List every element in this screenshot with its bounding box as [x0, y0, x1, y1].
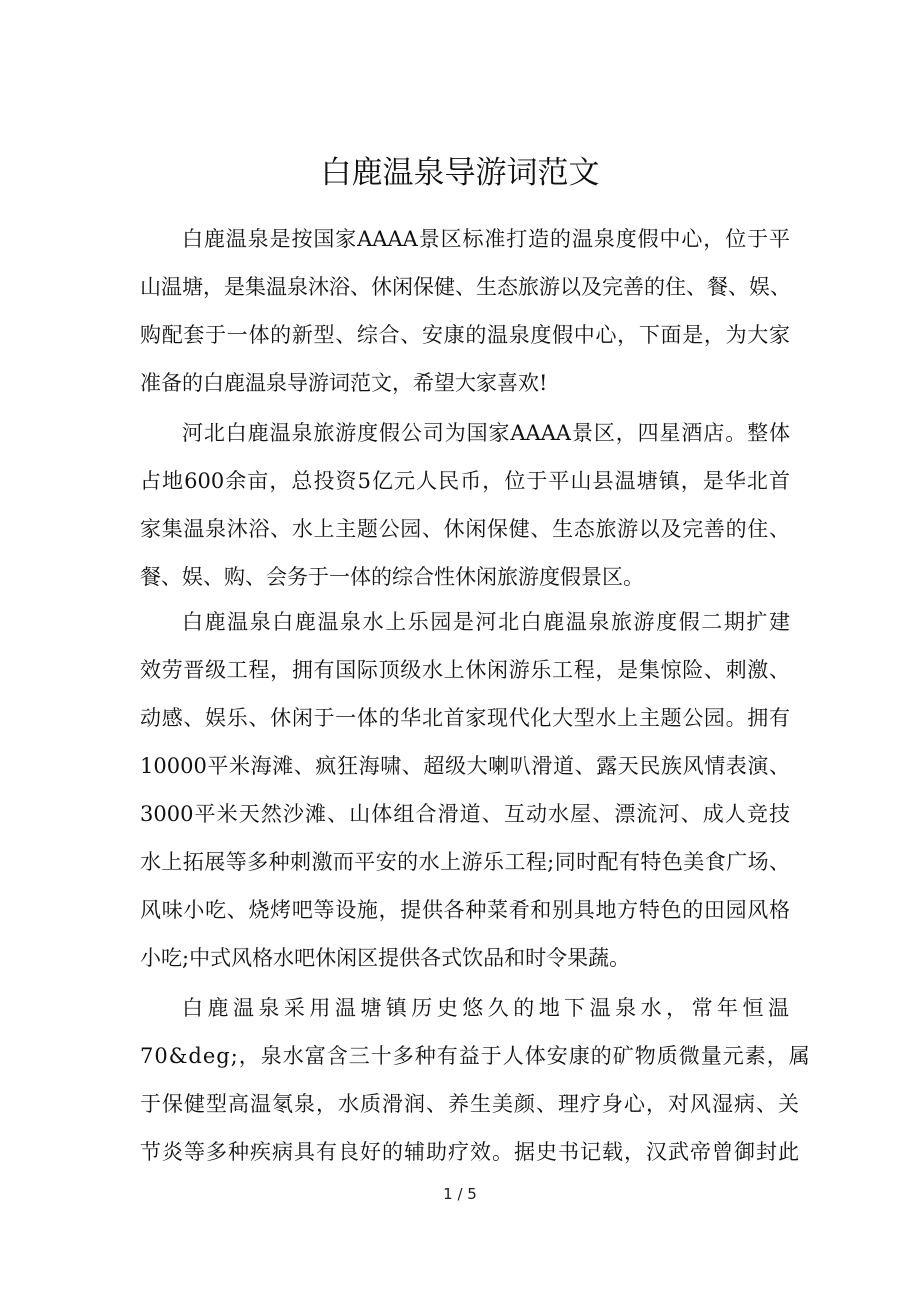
paragraph-2 [140, 409, 790, 601]
text-line: 占地600余亩，总投资5亿元人民币，位于平山县温塘镇，是华北首 [140, 469, 790, 493]
text-line: 准备的白鹿温泉导游词范文，希望大家喜欢! [140, 371, 548, 395]
text-line: 效劳晋级工程，拥有国际顶级水上休闲游乐工程，是集惊险、刺激、 [140, 658, 790, 682]
text-line: 3000平米天然沙滩、山体组合滑道、互动水屋、漂流河、成人竞技 [140, 802, 790, 826]
text-line: 餐、娱、购、会务于一体的综合性休闲旅游度假景区。 [140, 565, 644, 589]
text-line: 白鹿温泉白鹿温泉水上乐园是河北白鹿温泉旅游度假二期扩建 [182, 610, 790, 634]
page-indicator: 1 / 5 [443, 1185, 477, 1203]
text-line: 河北白鹿温泉旅游度假公司为国家AAAA景区，四星酒店。整体 [182, 421, 790, 445]
text-line: 动感、娱乐、休闲于一体的华北首家现代化大型水上主题公园。拥有 [140, 706, 790, 730]
text-line: 节炎等多种疾病具有良好的辅助疗效。据史书记载，汉武帝曾御封此 [140, 1140, 800, 1164]
text-line: 山温塘，是集温泉沐浴、休闲保健、生态旅游以及完善的住、餐、娱、 [140, 275, 791, 299]
text-line: 于保健型高温氡泉，水质滑润、养生美颜、理疗身心，对风湿病、关 [140, 1092, 800, 1116]
text-line: 家集温泉沐浴、水上主题公园、休闲保健、生态旅游以及完善的住、 [140, 517, 790, 541]
paragraph-4 [140, 984, 811, 1176]
text-line: 10000平米海滩、疯狂海啸、超级大喇叭滑道、露天民族风情表演、 [140, 754, 790, 778]
paragraph-3 [140, 598, 790, 982]
text-line: 风味小吃、烧烤吧等设施，提供各种菜肴和别具地方特色的田园风格 [140, 898, 790, 922]
text-line: 购配套于一体的新型、综合、安康的温泉度假中心，下面是，为大家 [140, 323, 790, 347]
text-line: 白鹿温泉是按国家AAAA景区标准打造的温泉度假中心，位于平 [182, 227, 790, 251]
text-line: 白鹿温泉采用温塘镇历史悠久的地下温泉水，常年恒温 [182, 996, 790, 1020]
document-title: 白鹿温泉导游词范文 [320, 155, 600, 191]
text-line: 70&deg;，泉水富含三十多种有益于人体安康的矿物质微量元素，属 [140, 1044, 811, 1068]
text-line: 水上拓展等多种刺激而平安的水上游乐工程;同时配有特色美食广场、 [140, 850, 790, 874]
text-line: 小吃;中式风格水吧休闲区提供各式饮品和时令果蔬。 [140, 946, 631, 970]
paragraph-1 [140, 215, 790, 407]
